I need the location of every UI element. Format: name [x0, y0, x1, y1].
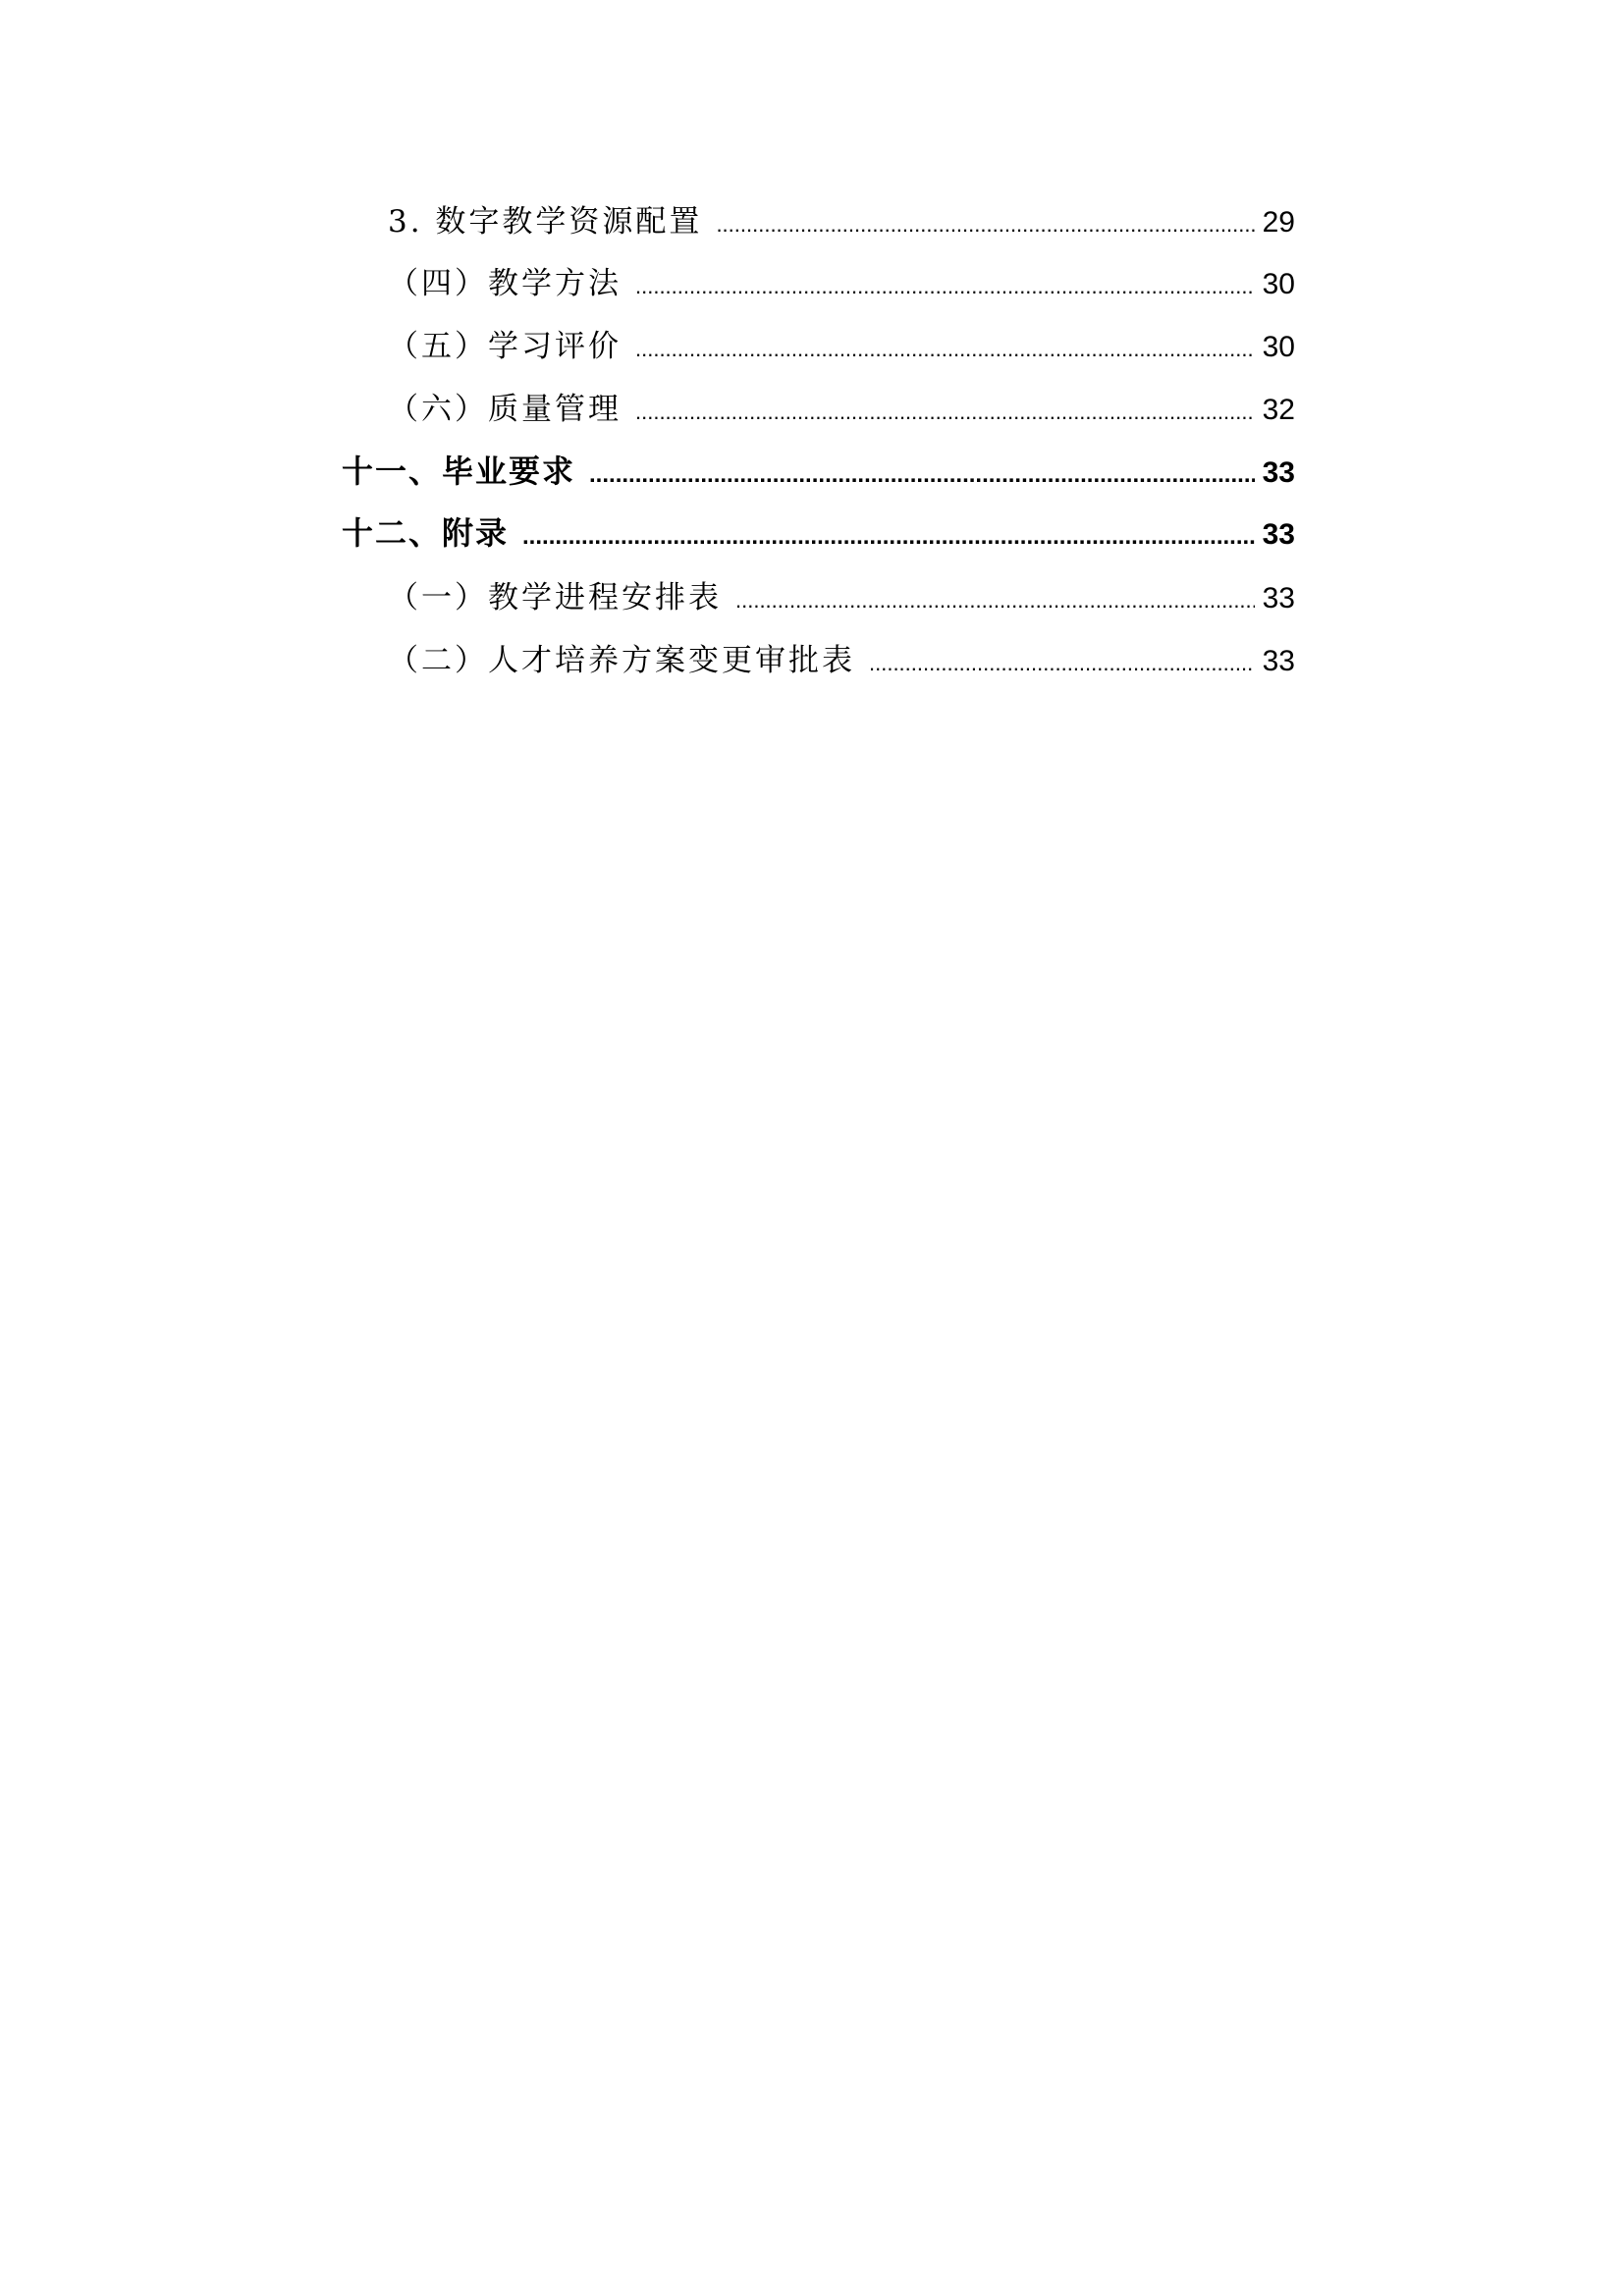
toc-leader-dots: [716, 212, 1254, 238]
toc-entry-page: 33: [1262, 582, 1295, 614]
toc-entry[interactable]: [388, 572, 1295, 619]
toc-leader-dots: [589, 461, 1255, 489]
toc-entry-page: 30: [1262, 331, 1295, 363]
toc-leader-dots: [635, 400, 1255, 425]
toc-entry[interactable]: [388, 321, 1295, 368]
toc-entry-page: 33: [1262, 518, 1295, 551]
toc-entry-title: （四）教学方法: [388, 266, 622, 301]
toc-entry-page: 30: [1262, 268, 1295, 300]
toc-leader-dots: [522, 523, 1255, 551]
toc-entry-title: （一）教学进程安排表: [388, 580, 722, 615]
toc-entry-page: 33: [1262, 456, 1295, 489]
toc-chapter-entry[interactable]: [342, 508, 1295, 556]
toc-entry-title: 十一、毕业要求: [342, 453, 576, 490]
toc-entry-page: 29: [1262, 206, 1295, 239]
toc-entry[interactable]: [388, 196, 1295, 243]
toc-leader-dots: [635, 337, 1255, 362]
toc-entry-title: （六）质量管理: [388, 392, 622, 427]
toc-entry-title: 十二、附录: [342, 514, 510, 552]
toc-entry-title: 3. 数字教学资源配置: [388, 204, 703, 240]
toc-entry-title: （二）人才培养方案变更审批表: [388, 643, 855, 678]
toc-leader-dots: [635, 274, 1255, 299]
toc-leader-dots: [735, 588, 1255, 614]
toc-leader-dots: [869, 651, 1255, 676]
toc-entry-title: （五）学习评价: [388, 329, 622, 364]
toc-entry-page: 32: [1262, 394, 1295, 426]
toc-entry-page: 33: [1262, 645, 1295, 677]
toc-entry[interactable]: [388, 635, 1295, 682]
toc-entry[interactable]: [388, 384, 1295, 431]
toc-entry[interactable]: [388, 258, 1295, 305]
toc-chapter-entry[interactable]: [342, 447, 1295, 494]
